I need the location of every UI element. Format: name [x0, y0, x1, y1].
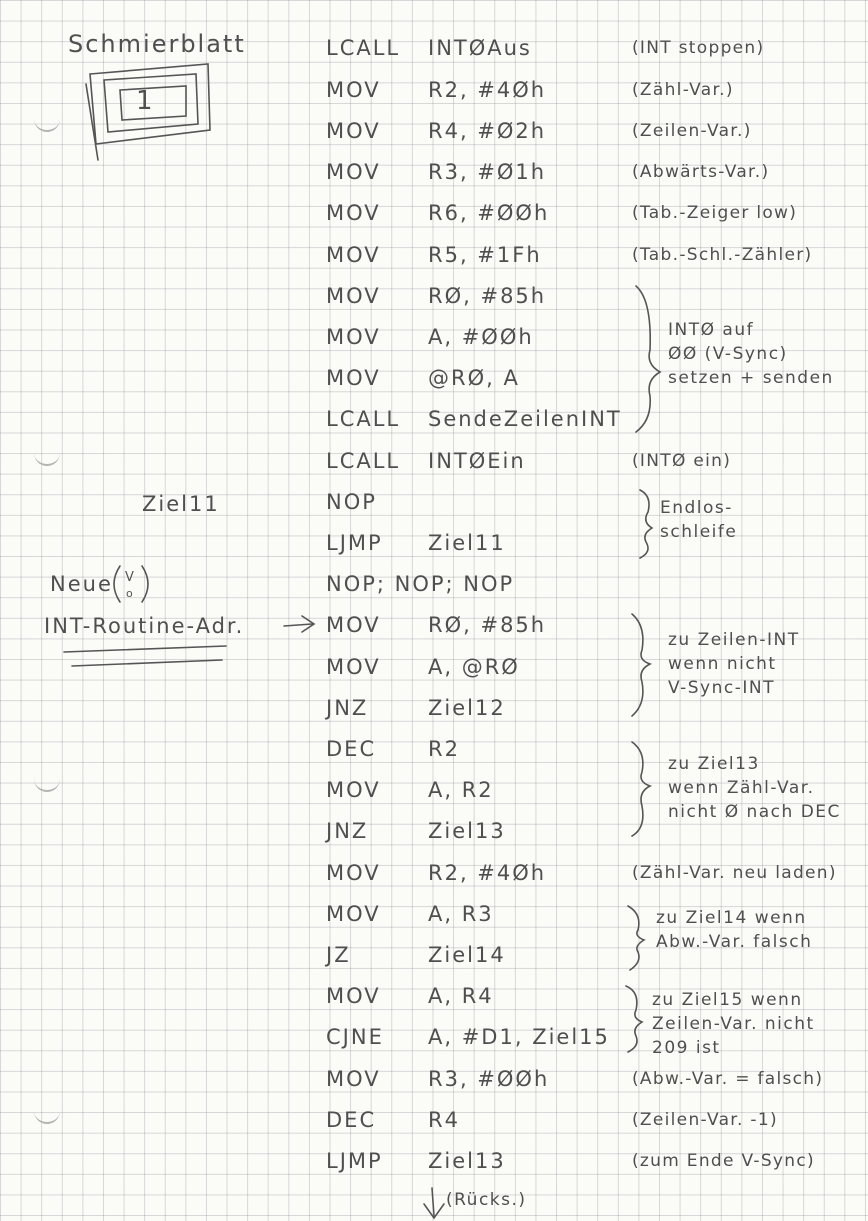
- operand: A, R3: [428, 902, 494, 926]
- opcode: LJMP: [326, 1149, 383, 1173]
- comment: (Abw.-Var. = falsch): [632, 1069, 824, 1089]
- comment: (Tab.-Zeiger low): [632, 203, 798, 223]
- operand: R5, #1Fh: [428, 243, 542, 267]
- operand: A, #D1, Ziel15: [428, 1025, 610, 1049]
- comment: (Abwärts-Var.): [632, 162, 770, 182]
- operand: R6, #ØØh: [428, 201, 550, 225]
- opcode: NOP: [326, 490, 377, 514]
- note-line: schleife: [660, 522, 738, 542]
- label-ziel11: Ziel11: [142, 492, 220, 516]
- opcode: MOV: [326, 325, 381, 349]
- operand: @RØ, A: [428, 366, 520, 390]
- comment: (INTØ ein): [632, 451, 732, 471]
- operand: A, #ØØh: [428, 325, 534, 349]
- return-note: (Rücks.): [446, 1190, 527, 1210]
- opcode: MOV: [326, 655, 381, 679]
- operand: INTØAus: [428, 36, 532, 60]
- opcode: MOV: [326, 1067, 381, 1091]
- operand: RØ, #85h: [428, 284, 547, 308]
- opcode: MOV: [326, 160, 381, 184]
- opcode: MOV: [326, 243, 381, 267]
- opcode: NOP; NOP; NOP: [326, 572, 515, 596]
- operand: A, R4: [428, 984, 494, 1008]
- page-number: 1: [136, 86, 155, 116]
- operand: Ziel11: [428, 531, 506, 555]
- page-box-icon: [86, 64, 210, 160]
- opcode: MOV: [326, 613, 381, 637]
- operand: R2, #4Øh: [428, 861, 547, 885]
- note-line: zu Ziel13: [668, 754, 760, 774]
- operand: Ziel12: [428, 696, 506, 720]
- neue-bracket-icon: [114, 566, 148, 602]
- note-line: V-Sync-INT: [668, 678, 775, 698]
- opcode: MOV: [326, 78, 381, 102]
- comment: (Zeilen-Var. -1): [632, 1110, 778, 1130]
- opcode: JNZ: [326, 819, 369, 843]
- comment: (INT stoppen): [632, 38, 765, 58]
- double-underline: [64, 646, 226, 666]
- opcode: MOV: [326, 284, 381, 308]
- operand: RØ, #85h: [428, 613, 547, 637]
- operand: Ziel13: [428, 1149, 506, 1173]
- note-line: Zeilen-Var. nicht: [652, 1014, 815, 1034]
- label-int-routine: INT-Routine-Adr.: [44, 614, 245, 638]
- operand: A, R2: [428, 778, 494, 802]
- note-line: wenn Zähl-Var.: [668, 778, 815, 798]
- svg-text:o: o: [126, 587, 133, 600]
- operand: R3, #ØØh: [428, 1067, 550, 1091]
- operand: R4, #Ø2h: [428, 119, 547, 143]
- operand: SendeZeilenINT: [428, 407, 622, 431]
- comment: (Tab.-Schl.-Zähler): [632, 245, 813, 265]
- operand: Ziel13: [428, 819, 506, 843]
- note-line: wenn nicht: [668, 654, 777, 674]
- note-line: zu Ziel14 wenn: [656, 908, 807, 928]
- note-line: INTØ auf: [668, 320, 755, 340]
- note-line: zu Ziel15 wenn: [652, 990, 803, 1010]
- opcode: CJNE: [326, 1025, 384, 1049]
- note-line: zu Zeilen-INT: [668, 630, 800, 650]
- down-arrow-icon: [424, 1188, 444, 1218]
- note-line: setzen + senden: [668, 368, 834, 388]
- opcode: DEC: [326, 737, 377, 761]
- sheet-title: Schmierblatt: [68, 30, 246, 58]
- operand: A, @RØ: [428, 655, 520, 679]
- note-line: nicht Ø nach DEC: [668, 802, 841, 822]
- operand: R2, #4Øh: [428, 78, 547, 102]
- operand: Ziel14: [428, 943, 506, 967]
- opcode: LCALL: [326, 449, 401, 473]
- comment: (Zähl-Var.): [632, 80, 734, 100]
- opcode: MOV: [326, 119, 381, 143]
- opcode: LCALL: [326, 407, 401, 431]
- int-routine-arrow-icon: [284, 616, 314, 632]
- comment: (Zähl-Var. neu laden): [632, 863, 837, 883]
- opcode: DEC: [326, 1108, 377, 1132]
- opcode: MOV: [326, 366, 381, 390]
- opcode: MOV: [326, 861, 381, 885]
- opcode: MOV: [326, 902, 381, 926]
- operand: R4: [428, 1108, 460, 1132]
- opcode: MOV: [326, 984, 381, 1008]
- note-line: 209 ist: [652, 1038, 721, 1058]
- opcode: LCALL: [326, 36, 401, 60]
- note-line: Abw.-Var. falsch: [656, 932, 813, 952]
- svg-text:V: V: [125, 570, 134, 585]
- comment: (zum Ende V-Sync): [632, 1151, 815, 1171]
- operand: INTØEin: [428, 449, 526, 473]
- brace-icon: [626, 286, 660, 1052]
- opcode: LJMP: [326, 531, 383, 555]
- operand: R3, #Ø1h: [428, 160, 547, 184]
- opcode: JNZ: [326, 696, 369, 720]
- note-line: Endlos-: [660, 498, 733, 518]
- opcode: MOV: [326, 778, 381, 802]
- opcode: MOV: [326, 201, 381, 225]
- note-line: ØØ (V-Sync): [668, 344, 788, 364]
- comment: (Zeilen-Var.): [632, 121, 752, 141]
- operand: R2: [428, 737, 460, 761]
- opcode: JZ: [326, 943, 351, 967]
- label-neue: Neue: [50, 572, 113, 596]
